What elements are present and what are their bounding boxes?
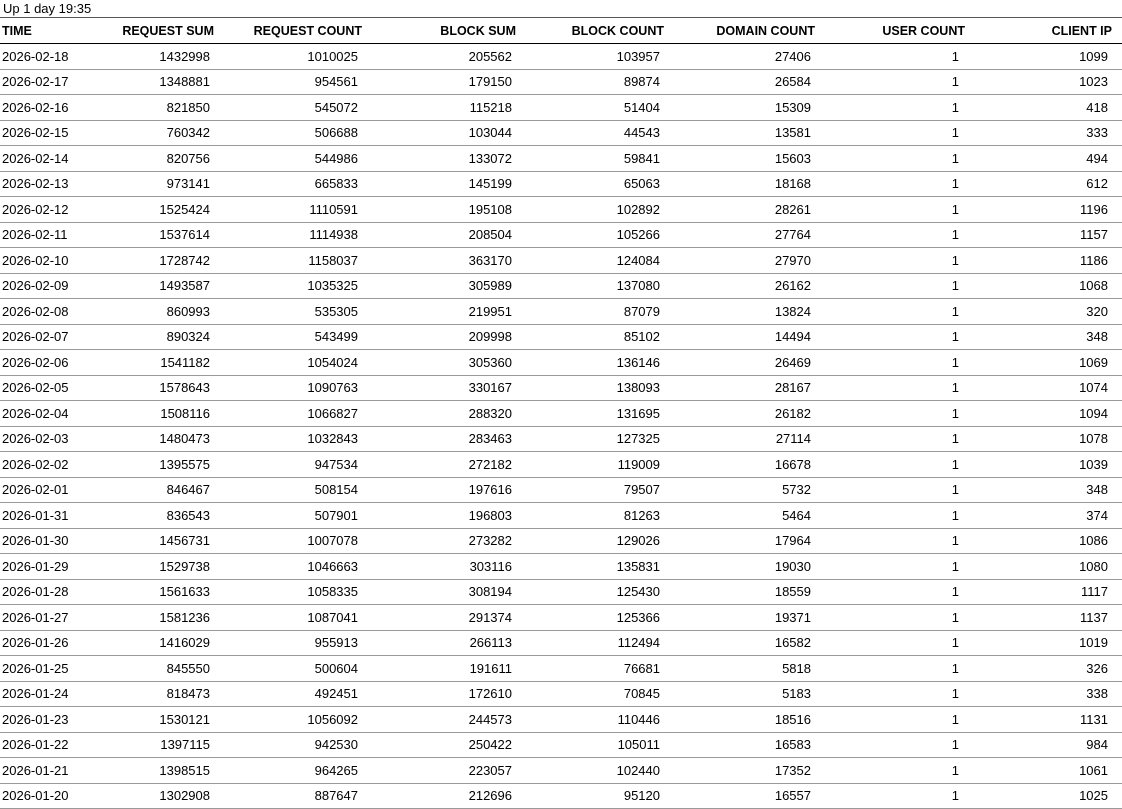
- cell-user-count: 1: [815, 503, 965, 529]
- header-request-count: REQUEST COUNT: [214, 18, 362, 44]
- cell-time: 2026-02-08: [0, 299, 92, 325]
- cell-client-ip: 1019: [965, 630, 1122, 656]
- cell-block-sum: 363170: [362, 248, 516, 274]
- cell-client-ip: 1131: [965, 707, 1122, 733]
- cell-time: 2026-01-28: [0, 579, 92, 605]
- table-row: [0, 69, 1122, 95]
- table-row: [0, 732, 1122, 758]
- cell-block-sum: 266113: [362, 630, 516, 656]
- cell-user-count: 1: [815, 171, 965, 197]
- cell-block-sum: 273282: [362, 528, 516, 554]
- table-row: [0, 656, 1122, 682]
- cell-client-ip: 333: [965, 120, 1122, 146]
- cell-block-sum: 291374: [362, 605, 516, 631]
- header-client-ip: CLIENT IP: [965, 18, 1122, 44]
- cell-domain-count: 5818: [664, 656, 815, 682]
- cell-time: 2026-02-03: [0, 426, 92, 452]
- cell-request-sum: 1302908: [92, 783, 214, 809]
- cell-time: 2026-02-02: [0, 452, 92, 478]
- cell-domain-count: 18168: [664, 171, 815, 197]
- cell-domain-count: 28261: [664, 197, 815, 223]
- cell-request-count: 508154: [214, 477, 362, 503]
- cell-client-ip: 1137: [965, 605, 1122, 631]
- cell-request-sum: 1561633: [92, 579, 214, 605]
- cell-block-sum: 288320: [362, 401, 516, 427]
- cell-time: 2026-02-09: [0, 273, 92, 299]
- cell-block-count: 44543: [516, 120, 664, 146]
- cell-request-count: 1035325: [214, 273, 362, 299]
- cell-user-count: 1: [815, 273, 965, 299]
- cell-user-count: 1: [815, 681, 965, 707]
- cell-user-count: 1: [815, 120, 965, 146]
- cell-block-sum: 209998: [362, 324, 516, 350]
- cell-client-ip: 1078: [965, 426, 1122, 452]
- cell-request-count: 1087041: [214, 605, 362, 631]
- cell-request-sum: 760342: [92, 120, 214, 146]
- cell-request-sum: 973141: [92, 171, 214, 197]
- cell-user-count: 1: [815, 350, 965, 376]
- cell-client-ip: 1039: [965, 452, 1122, 478]
- cell-user-count: 1: [815, 248, 965, 274]
- cell-request-count: 665833: [214, 171, 362, 197]
- table-row: [0, 222, 1122, 248]
- cell-client-ip: 374: [965, 503, 1122, 529]
- cell-request-sum: 820756: [92, 146, 214, 172]
- cell-time: 2026-02-13: [0, 171, 92, 197]
- cell-domain-count: 16678: [664, 452, 815, 478]
- cell-block-sum: 179150: [362, 69, 516, 95]
- cell-request-count: 1110591: [214, 197, 362, 223]
- cell-user-count: 1: [815, 656, 965, 682]
- cell-request-count: 545072: [214, 95, 362, 121]
- cell-domain-count: 16557: [664, 783, 815, 809]
- table-row: [0, 324, 1122, 350]
- table-row: [0, 273, 1122, 299]
- cell-request-count: 1007078: [214, 528, 362, 554]
- cell-block-count: 95120: [516, 783, 664, 809]
- stats-table: [0, 18, 1122, 809]
- cell-time: 2026-02-15: [0, 120, 92, 146]
- cell-domain-count: 15309: [664, 95, 815, 121]
- cell-block-sum: 223057: [362, 758, 516, 784]
- cell-user-count: 1: [815, 146, 965, 172]
- cell-request-sum: 1416029: [92, 630, 214, 656]
- cell-client-ip: 1157: [965, 222, 1122, 248]
- cell-user-count: 1: [815, 197, 965, 223]
- cell-domain-count: 26162: [664, 273, 815, 299]
- cell-block-count: 87079: [516, 299, 664, 325]
- cell-request-sum: 860993: [92, 299, 214, 325]
- cell-user-count: 1: [815, 477, 965, 503]
- cell-client-ip: 612: [965, 171, 1122, 197]
- cell-block-count: 89874: [516, 69, 664, 95]
- cell-client-ip: 1196: [965, 197, 1122, 223]
- uptime-status: Up 1 day 19:35: [0, 0, 1122, 18]
- cell-time: 2026-01-29: [0, 554, 92, 580]
- cell-user-count: 1: [815, 605, 965, 631]
- cell-request-sum: 890324: [92, 324, 214, 350]
- cell-block-count: 103957: [516, 44, 664, 70]
- cell-request-sum: 1493587: [92, 273, 214, 299]
- table-row: [0, 783, 1122, 809]
- cell-client-ip: 984: [965, 732, 1122, 758]
- cell-block-sum: 191611: [362, 656, 516, 682]
- cell-time: 2026-01-25: [0, 656, 92, 682]
- cell-block-count: 124084: [516, 248, 664, 274]
- cell-request-sum: 821850: [92, 95, 214, 121]
- cell-user-count: 1: [815, 732, 965, 758]
- cell-domain-count: 17352: [664, 758, 815, 784]
- cell-user-count: 1: [815, 375, 965, 401]
- cell-request-count: 1010025: [214, 44, 362, 70]
- cell-user-count: 1: [815, 95, 965, 121]
- cell-user-count: 1: [815, 452, 965, 478]
- cell-request-sum: 1530121: [92, 707, 214, 733]
- cell-domain-count: 19030: [664, 554, 815, 580]
- table-row: [0, 197, 1122, 223]
- cell-time: 2026-01-21: [0, 758, 92, 784]
- cell-user-count: 1: [815, 630, 965, 656]
- cell-client-ip: 418: [965, 95, 1122, 121]
- cell-request-sum: 1432998: [92, 44, 214, 70]
- cell-client-ip: 1025: [965, 783, 1122, 809]
- cell-block-sum: 303116: [362, 554, 516, 580]
- cell-block-sum: 305989: [362, 273, 516, 299]
- cell-block-sum: 244573: [362, 707, 516, 733]
- cell-block-sum: 272182: [362, 452, 516, 478]
- cell-block-sum: 305360: [362, 350, 516, 376]
- cell-request-count: 1056092: [214, 707, 362, 733]
- table-header-row: [0, 18, 1122, 44]
- cell-request-count: 1158037: [214, 248, 362, 274]
- cell-domain-count: 27764: [664, 222, 815, 248]
- cell-client-ip: 326: [965, 656, 1122, 682]
- cell-user-count: 1: [815, 707, 965, 733]
- cell-block-sum: 250422: [362, 732, 516, 758]
- cell-block-count: 119009: [516, 452, 664, 478]
- cell-block-sum: 219951: [362, 299, 516, 325]
- cell-request-sum: 1480473: [92, 426, 214, 452]
- cell-time: 2026-02-01: [0, 477, 92, 503]
- cell-time: 2026-01-30: [0, 528, 92, 554]
- header-domain-count: DOMAIN COUNT: [664, 18, 815, 44]
- table-row: [0, 758, 1122, 784]
- cell-time: 2026-01-22: [0, 732, 92, 758]
- cell-request-sum: 1581236: [92, 605, 214, 631]
- cell-request-count: 492451: [214, 681, 362, 707]
- cell-block-count: 79507: [516, 477, 664, 503]
- cell-block-count: 137080: [516, 273, 664, 299]
- cell-block-count: 105011: [516, 732, 664, 758]
- cell-time: 2026-01-23: [0, 707, 92, 733]
- cell-domain-count: 19371: [664, 605, 815, 631]
- cell-request-count: 506688: [214, 120, 362, 146]
- cell-domain-count: 26469: [664, 350, 815, 376]
- cell-block-count: 136146: [516, 350, 664, 376]
- cell-block-count: 112494: [516, 630, 664, 656]
- cell-domain-count: 28167: [664, 375, 815, 401]
- cell-block-count: 59841: [516, 146, 664, 172]
- cell-block-sum: 133072: [362, 146, 516, 172]
- cell-block-sum: 330167: [362, 375, 516, 401]
- table-row: [0, 477, 1122, 503]
- cell-request-count: 947534: [214, 452, 362, 478]
- cell-domain-count: 27114: [664, 426, 815, 452]
- cell-client-ip: 1117: [965, 579, 1122, 605]
- cell-request-count: 1058335: [214, 579, 362, 605]
- cell-request-count: 1054024: [214, 350, 362, 376]
- cell-block-count: 76681: [516, 656, 664, 682]
- cell-block-count: 110446: [516, 707, 664, 733]
- cell-request-sum: 846467: [92, 477, 214, 503]
- table-row: [0, 44, 1122, 70]
- cell-domain-count: 5183: [664, 681, 815, 707]
- cell-block-count: 125430: [516, 579, 664, 605]
- cell-time: 2026-02-04: [0, 401, 92, 427]
- cell-time: 2026-02-05: [0, 375, 92, 401]
- cell-block-sum: 308194: [362, 579, 516, 605]
- header-user-count: USER COUNT: [815, 18, 965, 44]
- cell-request-count: 507901: [214, 503, 362, 529]
- header-time: TIME: [0, 18, 92, 44]
- cell-block-count: 127325: [516, 426, 664, 452]
- cell-request-count: 955913: [214, 630, 362, 656]
- cell-block-count: 51404: [516, 95, 664, 121]
- cell-request-count: 1032843: [214, 426, 362, 452]
- cell-request-sum: 1395575: [92, 452, 214, 478]
- cell-request-sum: 836543: [92, 503, 214, 529]
- cell-request-count: 1046663: [214, 554, 362, 580]
- cell-time: 2026-02-17: [0, 69, 92, 95]
- cell-block-sum: 195108: [362, 197, 516, 223]
- cell-domain-count: 5732: [664, 477, 815, 503]
- table-row: [0, 426, 1122, 452]
- cell-request-sum: 1456731: [92, 528, 214, 554]
- table-row: [0, 605, 1122, 631]
- cell-time: 2026-02-14: [0, 146, 92, 172]
- table-row: [0, 681, 1122, 707]
- cell-request-count: 544986: [214, 146, 362, 172]
- cell-client-ip: 348: [965, 324, 1122, 350]
- cell-domain-count: 14494: [664, 324, 815, 350]
- cell-user-count: 1: [815, 222, 965, 248]
- cell-block-sum: 197616: [362, 477, 516, 503]
- cell-domain-count: 26584: [664, 69, 815, 95]
- cell-request-sum: 1508116: [92, 401, 214, 427]
- cell-user-count: 1: [815, 401, 965, 427]
- cell-request-sum: 1529738: [92, 554, 214, 580]
- cell-client-ip: 1068: [965, 273, 1122, 299]
- cell-request-sum: 1525424: [92, 197, 214, 223]
- table-row: [0, 528, 1122, 554]
- cell-time: 2026-02-18: [0, 44, 92, 70]
- cell-block-sum: 172610: [362, 681, 516, 707]
- table-row: [0, 299, 1122, 325]
- cell-request-count: 1114938: [214, 222, 362, 248]
- table-row: [0, 350, 1122, 376]
- cell-request-sum: 1537614: [92, 222, 214, 248]
- cell-client-ip: 1069: [965, 350, 1122, 376]
- cell-request-count: 942530: [214, 732, 362, 758]
- cell-user-count: 1: [815, 783, 965, 809]
- cell-request-sum: 1398515: [92, 758, 214, 784]
- cell-user-count: 1: [815, 324, 965, 350]
- cell-block-count: 131695: [516, 401, 664, 427]
- cell-time: 2026-02-07: [0, 324, 92, 350]
- table-row: [0, 146, 1122, 172]
- cell-block-count: 129026: [516, 528, 664, 554]
- cell-domain-count: 13581: [664, 120, 815, 146]
- cell-block-count: 65063: [516, 171, 664, 197]
- cell-request-count: 535305: [214, 299, 362, 325]
- cell-time: 2026-01-27: [0, 605, 92, 631]
- cell-time: 2026-02-12: [0, 197, 92, 223]
- cell-block-count: 138093: [516, 375, 664, 401]
- table-row: [0, 503, 1122, 529]
- cell-client-ip: 1061: [965, 758, 1122, 784]
- cell-client-ip: 338: [965, 681, 1122, 707]
- cell-time: 2026-01-20: [0, 783, 92, 809]
- cell-block-count: 125366: [516, 605, 664, 631]
- table-row: [0, 452, 1122, 478]
- table-row: [0, 95, 1122, 121]
- cell-time: 2026-02-16: [0, 95, 92, 121]
- cell-domain-count: 16583: [664, 732, 815, 758]
- cell-client-ip: 1099: [965, 44, 1122, 70]
- table-row: [0, 707, 1122, 733]
- cell-user-count: 1: [815, 299, 965, 325]
- table-row: [0, 579, 1122, 605]
- cell-domain-count: 27406: [664, 44, 815, 70]
- cell-request-count: 1066827: [214, 401, 362, 427]
- cell-user-count: 1: [815, 758, 965, 784]
- cell-block-sum: 212696: [362, 783, 516, 809]
- cell-request-count: 543499: [214, 324, 362, 350]
- table-row: [0, 120, 1122, 146]
- cell-time: 2026-01-31: [0, 503, 92, 529]
- cell-block-sum: 145199: [362, 171, 516, 197]
- cell-request-sum: 845550: [92, 656, 214, 682]
- cell-block-count: 102440: [516, 758, 664, 784]
- header-block-sum: BLOCK SUM: [362, 18, 516, 44]
- cell-domain-count: 18559: [664, 579, 815, 605]
- cell-request-sum: 1541182: [92, 350, 214, 376]
- cell-block-count: 70845: [516, 681, 664, 707]
- cell-client-ip: 348: [965, 477, 1122, 503]
- cell-block-sum: 208504: [362, 222, 516, 248]
- header-block-count: BLOCK COUNT: [516, 18, 664, 44]
- cell-block-sum: 205562: [362, 44, 516, 70]
- table-row: [0, 375, 1122, 401]
- cell-client-ip: 1186: [965, 248, 1122, 274]
- table-row: [0, 248, 1122, 274]
- cell-time: 2026-02-06: [0, 350, 92, 376]
- cell-time: 2026-01-26: [0, 630, 92, 656]
- cell-client-ip: 1086: [965, 528, 1122, 554]
- cell-block-sum: 103044: [362, 120, 516, 146]
- table-row: [0, 630, 1122, 656]
- cell-client-ip: 1094: [965, 401, 1122, 427]
- cell-time: 2026-02-10: [0, 248, 92, 274]
- cell-domain-count: 27970: [664, 248, 815, 274]
- cell-user-count: 1: [815, 579, 965, 605]
- cell-block-count: 102892: [516, 197, 664, 223]
- cell-domain-count: 13824: [664, 299, 815, 325]
- table-row: [0, 401, 1122, 427]
- cell-request-sum: 1728742: [92, 248, 214, 274]
- cell-client-ip: 1080: [965, 554, 1122, 580]
- cell-user-count: 1: [815, 426, 965, 452]
- cell-request-count: 964265: [214, 758, 362, 784]
- cell-request-count: 1090763: [214, 375, 362, 401]
- cell-request-sum: 1578643: [92, 375, 214, 401]
- cell-client-ip: 1023: [965, 69, 1122, 95]
- cell-time: 2026-01-24: [0, 681, 92, 707]
- cell-block-sum: 115218: [362, 95, 516, 121]
- cell-request-sum: 818473: [92, 681, 214, 707]
- cell-request-count: 954561: [214, 69, 362, 95]
- cell-domain-count: 18516: [664, 707, 815, 733]
- cell-domain-count: 26182: [664, 401, 815, 427]
- cell-block-sum: 196803: [362, 503, 516, 529]
- cell-domain-count: 5464: [664, 503, 815, 529]
- table-row: [0, 171, 1122, 197]
- cell-request-count: 887647: [214, 783, 362, 809]
- cell-time: 2026-02-11: [0, 222, 92, 248]
- cell-request-sum: 1397115: [92, 732, 214, 758]
- cell-client-ip: 320: [965, 299, 1122, 325]
- cell-user-count: 1: [815, 44, 965, 70]
- cell-user-count: 1: [815, 69, 965, 95]
- table-row: [0, 554, 1122, 580]
- cell-client-ip: 494: [965, 146, 1122, 172]
- cell-block-count: 85102: [516, 324, 664, 350]
- cell-user-count: 1: [815, 528, 965, 554]
- cell-domain-count: 15603: [664, 146, 815, 172]
- cell-client-ip: 1074: [965, 375, 1122, 401]
- header-request-sum: REQUEST SUM: [92, 18, 214, 44]
- cell-block-count: 135831: [516, 554, 664, 580]
- cell-request-count: 500604: [214, 656, 362, 682]
- cell-request-sum: 1348881: [92, 69, 214, 95]
- cell-block-sum: 283463: [362, 426, 516, 452]
- cell-domain-count: 17964: [664, 528, 815, 554]
- cell-block-count: 81263: [516, 503, 664, 529]
- cell-user-count: 1: [815, 554, 965, 580]
- cell-domain-count: 16582: [664, 630, 815, 656]
- cell-block-count: 105266: [516, 222, 664, 248]
